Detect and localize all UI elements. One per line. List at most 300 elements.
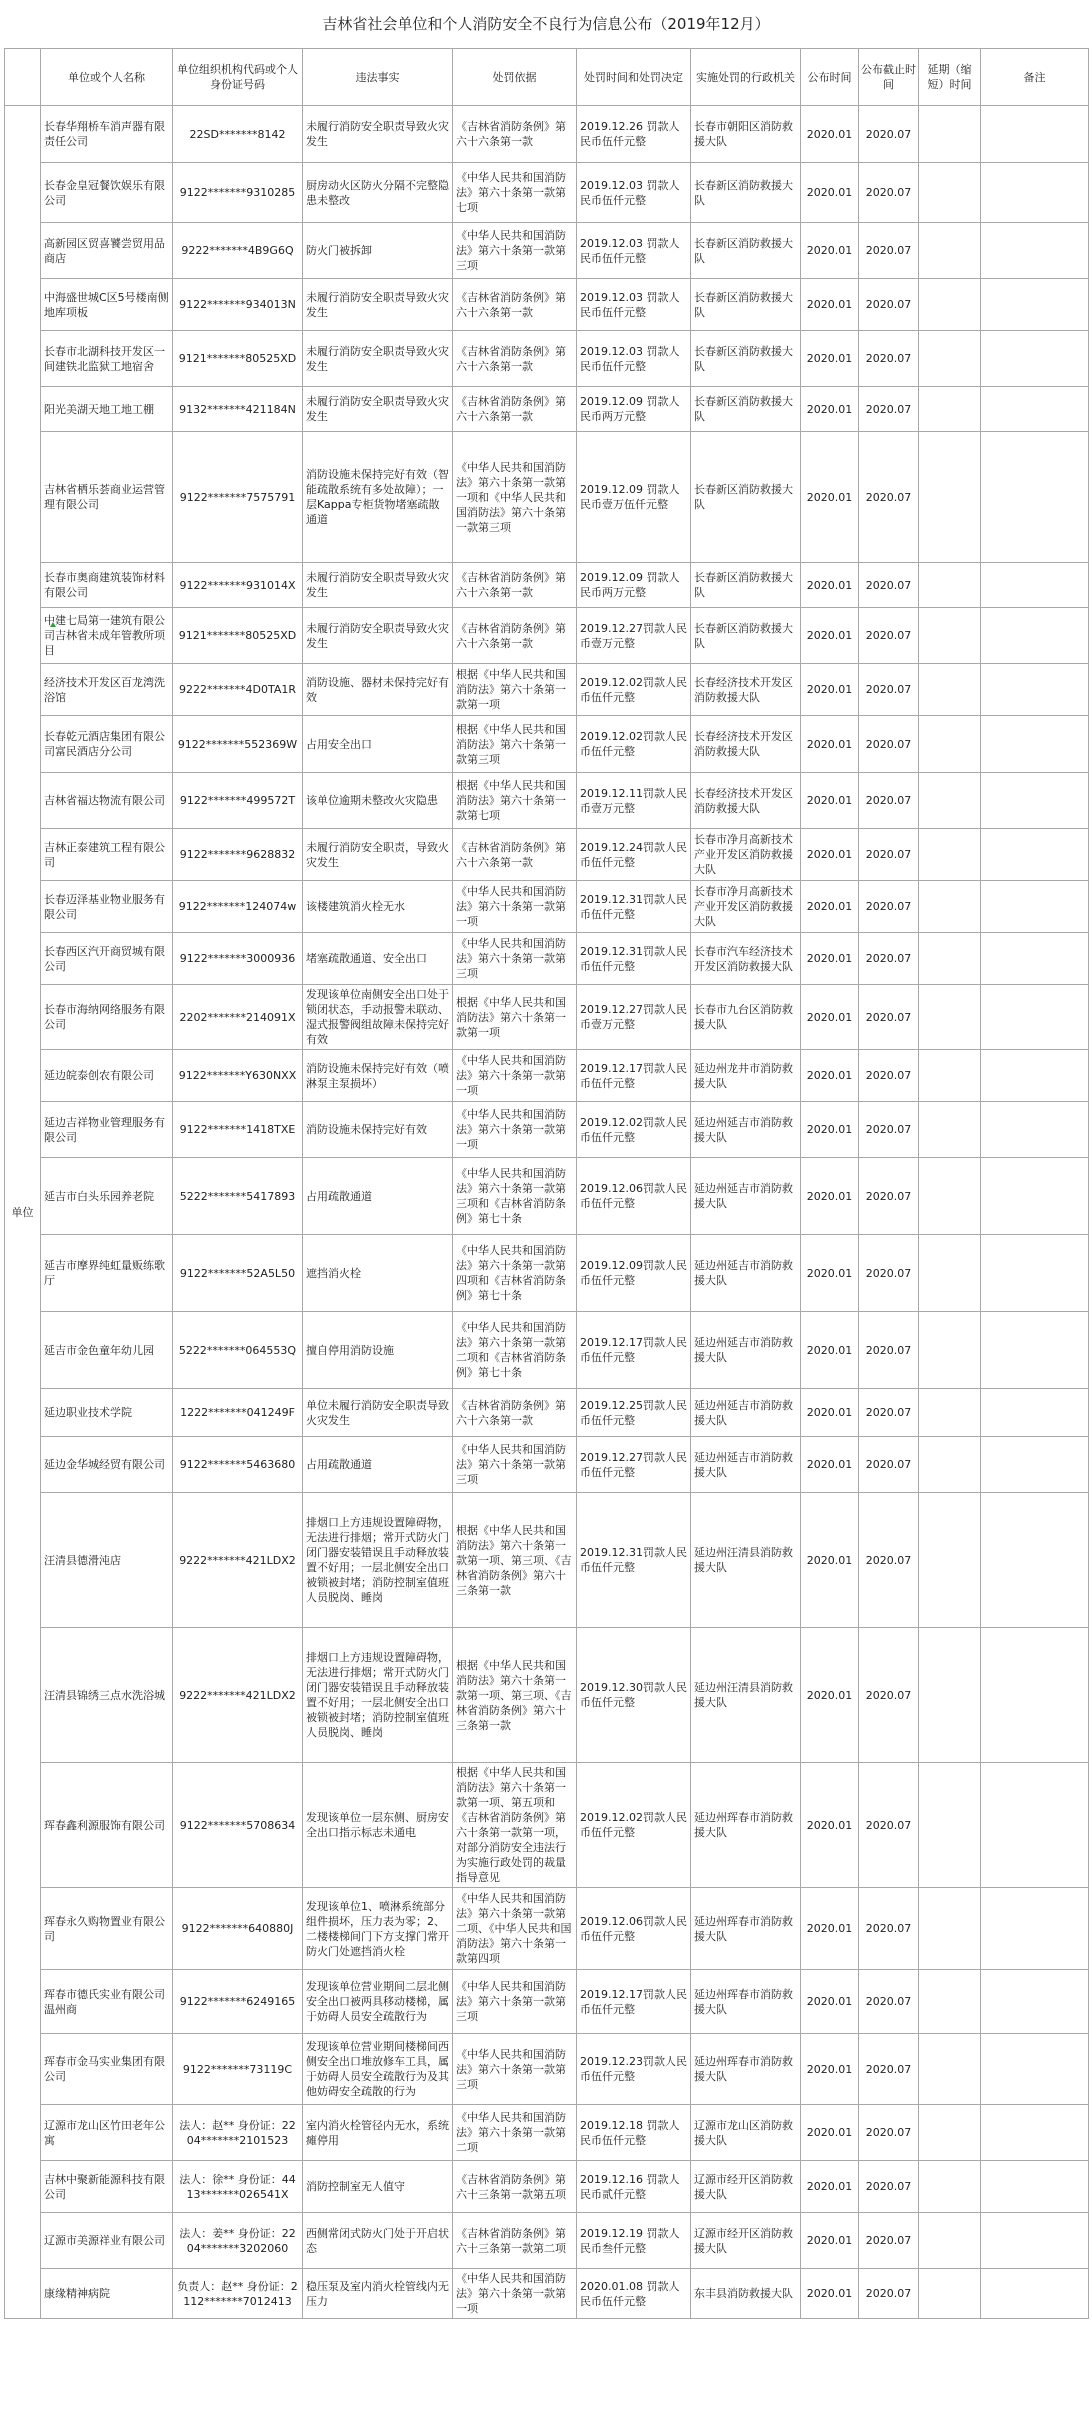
cell-publish-time: 2020.01 (801, 1050, 859, 1102)
cell-category: 单位 (5, 106, 41, 2319)
table-row (5, 1493, 1089, 1628)
cell-code: 22SD*******8142 (173, 106, 303, 163)
cell-note (981, 664, 1089, 716)
cell-note (981, 1312, 1089, 1389)
cell-code: 9121*******80525XD (173, 608, 303, 664)
cell-extension (919, 2161, 981, 2213)
cell-basis: 《中华人民共和国消防法》第六十条第一款第三项和《吉林省消防条例》第七十条 (453, 1158, 577, 1235)
cell-decision: 2019.12.25罚款人民币伍仟元整 (577, 1389, 691, 1437)
cell-note (981, 716, 1089, 773)
cell-extension (919, 881, 981, 933)
cell-code: 9122*******552369W (173, 716, 303, 773)
cell-basis: 根据《中华人民共和国消防法》第六十条第一款第一项、第三项、《吉林省消防条例》第六十三条第一款 (453, 1628, 577, 1763)
cell-end-time: 2020.07 (859, 2034, 919, 2105)
cell-org: 长春新区消防救援大队 (691, 279, 801, 331)
table-row (5, 1312, 1089, 1389)
cell-decision: 2019.12.19 罚款人民币叁仟元整 (577, 2213, 691, 2269)
cell-name: 长春迈泽基业物业服务有限公司 (41, 881, 173, 933)
cell-basis: 根据《中华人民共和国消防法》第六十条第一款第三项 (453, 716, 577, 773)
cell-name: 长春西区汽开商贸城有限公司 (41, 933, 173, 985)
cell-basis: 《中华人民共和国消防法》第六十条第一款第三项 (453, 2034, 577, 2105)
cell-publish-time: 2020.01 (801, 1888, 859, 1970)
cell-fact: 堵塞疏散通道、安全出口 (303, 933, 453, 985)
cell-end-time: 2020.07 (859, 1312, 919, 1389)
cell-org: 长春新区消防救援大队 (691, 223, 801, 279)
cell-end-time: 2020.07 (859, 2269, 919, 2319)
cell-decision: 2019.12.31罚款人民币伍仟元整 (577, 1493, 691, 1628)
cell-fact: 发现该单位1、喷淋系统部分组件损坏，压力表为零；2、二楼楼梯间门下方支撑门常开防火门处遮挡消火栓 (303, 1888, 453, 1970)
cell-fact: 未履行消防安全职责导致火灾发生 (303, 279, 453, 331)
cell-fact: 防火门被拆卸 (303, 223, 453, 279)
cell-code: 9122*******640880J (173, 1888, 303, 1970)
cell-decision: 2019.12.02罚款人民币伍仟元整 (577, 664, 691, 716)
cell-basis: 《中华人民共和国消防法》第六十条第一款第一项 (453, 881, 577, 933)
cell-org: 长春市汽车经济技术开发区消防救援大队 (691, 933, 801, 985)
cell-org: 长春新区消防救援大队 (691, 387, 801, 432)
cell-fact: 占用安全出口 (303, 716, 453, 773)
cell-note (981, 933, 1089, 985)
cell-name: 珲春永久购物置业有限公司 (41, 1888, 173, 1970)
cell-extension (919, 1050, 981, 1102)
header-org: 实施处罚的行政机关 (691, 49, 801, 106)
cell-decision: 2019.12.27罚款人民币壹万元整 (577, 985, 691, 1050)
table-row (5, 106, 1089, 163)
cell-fact: 未履行消防安全职责导致火灾发生 (303, 387, 453, 432)
table-row (5, 163, 1089, 223)
cell-basis: 《吉林省消防条例》第六十六条第一款 (453, 1389, 577, 1437)
cell-fact: 室内消火栓管径内无水，系统瘫停用 (303, 2105, 453, 2161)
cell-code: 法人：赵** 身份证：2204*******2101523 (173, 2105, 303, 2161)
cell-fact: 消防设施未保持完好有效（智能疏散系统有多处故障）；一层Kappa专柜货物堵塞疏散通道 (303, 432, 453, 563)
cell-publish-time: 2020.01 (801, 1628, 859, 1763)
cell-fact: 稳压泵及室内消火栓管线内无压力 (303, 2269, 453, 2319)
cell-publish-time: 2020.01 (801, 1970, 859, 2034)
cell-note (981, 223, 1089, 279)
table-row (5, 432, 1089, 563)
cell-note (981, 1235, 1089, 1312)
cell-end-time: 2020.07 (859, 563, 919, 608)
cell-fact: 未履行消防安全职责导致火灾发生 (303, 563, 453, 608)
cell-fact: 占用疏散通道 (303, 1158, 453, 1235)
cell-decision: 2019.12.03 罚款人民币伍仟元整 (577, 279, 691, 331)
cell-extension (919, 1628, 981, 1763)
cell-org: 延边州珲春市消防救援大队 (691, 1763, 801, 1888)
cell-org: 东丰县消防救援大队 (691, 2269, 801, 2319)
cell-decision: 2019.12.17罚款人民币伍仟元整 (577, 1050, 691, 1102)
table-row (5, 1628, 1089, 1763)
cell-extension (919, 1235, 981, 1312)
cell-end-time: 2020.07 (859, 106, 919, 163)
cell-publish-time: 2020.01 (801, 2161, 859, 2213)
cell-publish-time: 2020.01 (801, 829, 859, 881)
cell-note (981, 1050, 1089, 1102)
cell-extension (919, 223, 981, 279)
cell-decision: 2019.12.03 罚款人民币伍仟元整 (577, 223, 691, 279)
cell-end-time: 2020.07 (859, 1389, 919, 1437)
cell-basis: 《吉林省消防条例》第六十三条第一款第二项 (453, 2213, 577, 2269)
cell-basis: 根据《中华人民共和国消防法》第六十条第一款第一项、第五项和《吉林省消防条例》第六十条第一款第一项，对部分消防安全违法行为实施行政处罚的裁量指导意见 (453, 1763, 577, 1888)
cell-code: 9132*******421184N (173, 387, 303, 432)
cell-end-time: 2020.07 (859, 1493, 919, 1628)
cell-name: 延边职业技术学院 (41, 1389, 173, 1437)
cell-end-time: 2020.07 (859, 664, 919, 716)
cell-publish-time: 2020.01 (801, 1493, 859, 1628)
cell-extension (919, 106, 981, 163)
cell-decision: 2019.12.09 罚款人民币两万元整 (577, 387, 691, 432)
cell-basis: 《吉林省消防条例》第六十六条第一款 (453, 331, 577, 387)
cell-code: 9121*******80525XD (173, 331, 303, 387)
cell-extension (919, 432, 981, 563)
cell-publish-time: 2020.01 (801, 716, 859, 773)
cell-publish-time: 2020.01 (801, 331, 859, 387)
cell-end-time: 2020.07 (859, 2161, 919, 2213)
cell-extension (919, 1389, 981, 1437)
cell-fact: 擅自停用消防设施 (303, 1312, 453, 1389)
cell-decision: 2019.12.02罚款人民币伍仟元整 (577, 1763, 691, 1888)
cell-publish-time: 2020.01 (801, 1763, 859, 1888)
cell-code: 9122*******5463680 (173, 1437, 303, 1493)
cell-decision: 2019.12.03 罚款人民币伍仟元整 (577, 331, 691, 387)
cell-extension (919, 1763, 981, 1888)
cell-publish-time: 2020.01 (801, 1312, 859, 1389)
cell-name: 辽源市美源祥业有限公司 (41, 2213, 173, 2269)
cell-code: 9122*******9310285 (173, 163, 303, 223)
cell-name: 长春市奥商建筑装饰材料有限公司 (41, 563, 173, 608)
cell-note (981, 1437, 1089, 1493)
cell-extension (919, 773, 981, 829)
cell-extension (919, 933, 981, 985)
table-row (5, 1437, 1089, 1493)
cell-decision: 2019.12.06罚款人民币伍仟元整 (577, 1158, 691, 1235)
cell-extension (919, 1888, 981, 1970)
cell-decision: 2019.12.02罚款人民币伍仟元整 (577, 716, 691, 773)
cell-publish-time: 2020.01 (801, 1102, 859, 1158)
cell-name: 延边金华城经贸有限公司 (41, 1437, 173, 1493)
cell-name: 珲春市德氏实业有限公司温州商 (41, 1970, 173, 2034)
cell-code: 9122*******934013N (173, 279, 303, 331)
cell-end-time: 2020.07 (859, 1158, 919, 1235)
cell-name: 康缘精神病院 (41, 2269, 173, 2319)
cell-note (981, 2213, 1089, 2269)
table-row (5, 933, 1089, 985)
cell-fact: 发现该单位南侧安全出口处于锁闭状态，手动报警未联动、湿式报警阀组故障未保持完好有效 (303, 985, 453, 1050)
cell-name: 延吉市白头乐园养老院 (41, 1158, 173, 1235)
cell-code: 9122*******931014X (173, 563, 303, 608)
cell-basis: 根据《中华人民共和国消防法》第六十条第一款第一项 (453, 664, 577, 716)
table-row (5, 563, 1089, 608)
cell-publish-time: 2020.01 (801, 1437, 859, 1493)
cell-name: 吉林省福达物流有限公司 (41, 773, 173, 829)
cell-org: 延边州汪清县消防救援大队 (691, 1628, 801, 1763)
cell-org: 长春新区消防救援大队 (691, 563, 801, 608)
cell-note (981, 1888, 1089, 1970)
cell-end-time: 2020.07 (859, 1970, 919, 2034)
cell-extension (919, 1102, 981, 1158)
cell-fact: 厨房动火区防火分隔不完整隐患未整改 (303, 163, 453, 223)
cell-code: 9222*******421LDX2 (173, 1628, 303, 1763)
cell-basis: 《吉林省消防条例》第六十六条第一款 (453, 608, 577, 664)
cell-note (981, 1628, 1089, 1763)
cell-org: 长春新区消防救援大队 (691, 432, 801, 563)
cell-publish-time: 2020.01 (801, 985, 859, 1050)
cell-extension (919, 563, 981, 608)
cell-publish-time: 2020.01 (801, 664, 859, 716)
cell-basis: 《中华人民共和国消防法》第六十条第一款第一项和《中华人民共和国消防法》第六十条第一款第三项 (453, 432, 577, 563)
cell-code: 9122*******7575791 (173, 432, 303, 563)
cell-end-time: 2020.07 (859, 1437, 919, 1493)
cell-fact: 消防设施未保持完好有效 (303, 1102, 453, 1158)
cell-decision: 2019.12.26 罚款人民币伍仟元整 (577, 106, 691, 163)
table-row (5, 2161, 1089, 2213)
table-row (5, 1235, 1089, 1312)
cell-decision: 2019.12.18 罚款人民币伍仟元整 (577, 2105, 691, 2161)
cell-decision: 2019.12.24罚款人民币伍仟元整 (577, 829, 691, 881)
header-note: 备注 (981, 49, 1089, 106)
cell-decision: 2019.12.23罚款人民币伍仟元整 (577, 2034, 691, 2105)
cell-name: 中海盛世城C区5号楼南侧地库项板 (41, 279, 173, 331)
cell-extension (919, 1437, 981, 1493)
cell-fact: 该楼建筑消火栓无水 (303, 881, 453, 933)
header-end-time: 公布截止时间 (859, 49, 919, 106)
cell-basis: 《中华人民共和国消防法》第六十条第一款第四项和《吉林省消防条例》第七十条 (453, 1235, 577, 1312)
cell-name: 长春金皇冠餐饮娱乐有限公司 (41, 163, 173, 223)
cell-code: 5222*******5417893 (173, 1158, 303, 1235)
header-basis: 处罚依据 (453, 49, 577, 106)
cell-org: 延边州延吉市消防救援大队 (691, 1312, 801, 1389)
cell-publish-time: 2020.01 (801, 387, 859, 432)
cell-org: 延边州延吉市消防救援大队 (691, 1102, 801, 1158)
cell-basis: 《吉林省消防条例》第六十六条第一款 (453, 279, 577, 331)
cell-basis: 《中华人民共和国消防法》第六十条第一款第二项、《中华人民共和国消防法》第六十条第一款第四项 (453, 1888, 577, 1970)
cell-fact: 遮挡消火栓 (303, 1235, 453, 1312)
cell-note (981, 2034, 1089, 2105)
cell-name: 长春乾元酒店集团有限公司富民酒店分公司 (41, 716, 173, 773)
table-row (5, 1970, 1089, 2034)
cell-name: 长春市海纳网络服务有限公司 (41, 985, 173, 1050)
table-row (5, 881, 1089, 933)
table-row (5, 2034, 1089, 2105)
cell-org: 延边州延吉市消防救援大队 (691, 1437, 801, 1493)
table-row (5, 985, 1089, 1050)
cell-publish-time: 2020.01 (801, 223, 859, 279)
cell-org: 辽源市经开区消防救援大队 (691, 2161, 801, 2213)
cell-basis: 《中华人民共和国消防法》第六十条第一款第一项 (453, 1102, 577, 1158)
cell-publish-time: 2020.01 (801, 881, 859, 933)
cell-name: 汪清县德滑沌店 (41, 1493, 173, 1628)
cell-end-time: 2020.07 (859, 1888, 919, 1970)
cell-end-time: 2020.07 (859, 331, 919, 387)
table-header-row (5, 49, 1089, 106)
cell-end-time: 2020.07 (859, 432, 919, 563)
cell-note (981, 1389, 1089, 1437)
cell-publish-time: 2020.01 (801, 1158, 859, 1235)
cell-decision: 2019.12.31罚款人民币伍仟元整 (577, 881, 691, 933)
table-row (5, 1158, 1089, 1235)
table-row (5, 1763, 1089, 1888)
cell-name: 吉林中聚新能源科技有限公司 (41, 2161, 173, 2213)
cell-note (981, 563, 1089, 608)
cell-name: 汪清县锦绣三点水洗浴城 (41, 1628, 173, 1763)
cell-fact: 发现该单位营业期间二层北侧安全出口被两具移动楼梯，属于妨碍人员安全疏散行为 (303, 1970, 453, 2034)
header-name: 单位或个人名称 (41, 49, 173, 106)
cell-note (981, 881, 1089, 933)
cell-publish-time: 2020.01 (801, 2269, 859, 2319)
header-code: 单位组织机构代码或个人身份证号码 (173, 49, 303, 106)
cell-publish-time: 2020.01 (801, 163, 859, 223)
cell-decision: 2019.12.09 罚款人民币壹万伍仟元整 (577, 432, 691, 563)
cell-note (981, 1763, 1089, 1888)
cell-note (981, 773, 1089, 829)
cell-fact: 发现该单位营业期间楼梯间西侧安全出口堆放修车工具，属于妨碍人员安全疏散行为及其他妨碍安全疏散的行为 (303, 2034, 453, 2105)
cell-note (981, 608, 1089, 664)
header-publish-time: 公布时间 (801, 49, 859, 106)
header-category (5, 49, 41, 106)
cell-code: 法人：姜** 身份证：2204*******3202060 (173, 2213, 303, 2269)
cell-basis: 《吉林省消防条例》第六十六条第一款 (453, 387, 577, 432)
cell-decision: 2019.12.02罚款人民币伍仟元整 (577, 1102, 691, 1158)
cell-basis: 《中华人民共和国消防法》第六十条第一款第二项和《吉林省消防条例》第七十条 (453, 1312, 577, 1389)
cell-fact: 未履行消防安全职责，导致火灾发生 (303, 829, 453, 881)
cell-basis: 《吉林省消防条例》第六十六条第一款 (453, 829, 577, 881)
cell-fact: 该单位逾期未整改火灾隐患 (303, 773, 453, 829)
cell-name: 延吉市金色童年幼儿园 (41, 1312, 173, 1389)
cell-basis: 《中华人民共和国消防法》第六十条第一款第二项 (453, 2105, 577, 2161)
penalty-table (4, 48, 1089, 2319)
cell-decision: 2020.01.08 罚款人民币伍仟元整 (577, 2269, 691, 2319)
cell-org: 延边州延吉市消防救援大队 (691, 1158, 801, 1235)
cell-code: 9122*******1418TXE (173, 1102, 303, 1158)
cell-publish-time: 2020.01 (801, 608, 859, 664)
cell-code: 9122*******5708634 (173, 1763, 303, 1888)
cell-code: 9122*******Y630NXX (173, 1050, 303, 1102)
cell-extension (919, 1158, 981, 1235)
cell-name: 珲春市金马实业集团有限公司 (41, 2034, 173, 2105)
cell-org: 延边州汪清县消防救援大队 (691, 1493, 801, 1628)
cell-end-time: 2020.07 (859, 279, 919, 331)
table-row (5, 223, 1089, 279)
cell-code: 9222*******4B9G6Q (173, 223, 303, 279)
cell-decision: 2019.12.16 罚款人民币贰仟元整 (577, 2161, 691, 2213)
cell-fact: 消防设施未保持完好有效（喷淋泵主泵损坏） (303, 1050, 453, 1102)
cell-publish-time: 2020.01 (801, 106, 859, 163)
cell-publish-time: 2020.01 (801, 1235, 859, 1312)
cell-note (981, 2161, 1089, 2213)
cell-basis: 《中华人民共和国消防法》第六十条第一款第三项 (453, 223, 577, 279)
cell-basis: 《吉林省消防条例》第六十六条第一款 (453, 106, 577, 163)
cell-decision: 2019.12.17罚款人民币伍仟元整 (577, 1970, 691, 2034)
cell-fact: 消防控制室无人值守 (303, 2161, 453, 2213)
cell-decision: 2019.12.03 罚款人民币伍仟元整 (577, 163, 691, 223)
cell-end-time: 2020.07 (859, 881, 919, 933)
table-row (5, 2105, 1089, 2161)
cell-note (981, 163, 1089, 223)
cell-extension (919, 163, 981, 223)
cell-end-time: 2020.07 (859, 1235, 919, 1312)
cell-org: 延边州珲春市消防救援大队 (691, 1970, 801, 2034)
cell-extension (919, 985, 981, 1050)
cell-end-time: 2020.07 (859, 2213, 919, 2269)
cell-end-time: 2020.07 (859, 933, 919, 985)
cell-end-time: 2020.07 (859, 716, 919, 773)
cell-name: 阳光美湖天地工地工棚 (41, 387, 173, 432)
cell-name: 吉林省栖乐荟商业运营管理有限公司 (41, 432, 173, 563)
cell-code: 9122*******124074w (173, 881, 303, 933)
cell-fact: 排烟口上方违规设置障碍物，无法进行排烟；常开式防火门闭门器安装错误且手动释放装置不好用；一层北侧安全出口被锁被封堵；消防控制室值班人员脱岗、睡岗 (303, 1628, 453, 1763)
cell-basis: 《中华人民共和国消防法》第六十条第一款第一项 (453, 2269, 577, 2319)
cell-publish-time: 2020.01 (801, 773, 859, 829)
cell-decision: 2019.12.31罚款人民币伍仟元整 (577, 933, 691, 985)
cell-org: 长春市净月高新技术产业开发区消防救援大队 (691, 829, 801, 881)
table-row (5, 279, 1089, 331)
cell-extension (919, 664, 981, 716)
cell-basis: 《中华人民共和国消防法》第六十条第一款第七项 (453, 163, 577, 223)
cell-name: 珲春鑫利源服饰有限公司 (41, 1763, 173, 1888)
cell-code: 9122*******52A5L50 (173, 1235, 303, 1312)
cell-extension (919, 1493, 981, 1628)
table-row (5, 608, 1089, 664)
cell-extension (919, 2105, 981, 2161)
cell-name: 吉林正泰建筑工程有限公司 (41, 829, 173, 881)
table-row (5, 1102, 1089, 1158)
cell-org: 延边州延吉市消防救援大队 (691, 1389, 801, 1437)
table-row (5, 2213, 1089, 2269)
cell-name: 长春华翔桥车消声器有限责任公司 (41, 106, 173, 163)
table-row (5, 387, 1089, 432)
cell-fact: 排烟口上方违规设置障碍物，无法进行排烟；常开式防火门闭门器安装错误且手动释放装置不好用；一层北侧安全出口被锁被封堵；消防控制室值班人员脱岗、睡岗 (303, 1493, 453, 1628)
cell-extension (919, 387, 981, 432)
cell-org: 长春市朝阳区消防救援大队 (691, 106, 801, 163)
header-decision: 处罚时间和处罚决定 (577, 49, 691, 106)
cell-org: 长春新区消防救援大队 (691, 163, 801, 223)
cell-end-time: 2020.07 (859, 223, 919, 279)
cell-fact: 西侧常闭式防火门处于开启状态 (303, 2213, 453, 2269)
cell-basis: 《中华人民共和国消防法》第六十条第一款第三项 (453, 1437, 577, 1493)
cell-fact: 未履行消防安全职责导致火灾发生 (303, 608, 453, 664)
cell-end-time: 2020.07 (859, 1628, 919, 1763)
cell-end-time: 2020.07 (859, 608, 919, 664)
cell-note (981, 2269, 1089, 2319)
cell-fact: 未履行消防安全职责导致火灾发生 (303, 331, 453, 387)
cell-note (981, 1158, 1089, 1235)
cell-org: 辽源市经开区消防救援大队 (691, 2213, 801, 2269)
cell-org: 长春市净月高新技术产业开发区消防救援大队 (691, 881, 801, 933)
cell-extension (919, 608, 981, 664)
cell-org: 长春经济技术开发区消防救援大队 (691, 773, 801, 829)
cell-end-time: 2020.07 (859, 163, 919, 223)
cell-code: 9122*******73119C (173, 2034, 303, 2105)
cell-decision: 2019.12.27罚款人民币壹万元整 (577, 608, 691, 664)
cell-org: 长春经济技术开发区消防救援大队 (691, 716, 801, 773)
cell-publish-time: 2020.01 (801, 279, 859, 331)
cell-end-time: 2020.07 (859, 2105, 919, 2161)
cell-note (981, 279, 1089, 331)
cell-publish-time: 2020.01 (801, 563, 859, 608)
cell-code: 法人：徐** 身份证：4413*******026541X (173, 2161, 303, 2213)
cell-note (981, 106, 1089, 163)
table-body (5, 106, 1089, 2319)
cell-name: 辽源市龙山区竹田老年公寓 (41, 2105, 173, 2161)
cell-code: 9122*******6249165 (173, 1970, 303, 2034)
cell-extension (919, 1312, 981, 1389)
cell-basis: 根据《中华人民共和国消防法》第六十条第一款第一项 (453, 985, 577, 1050)
cell-decision: 2019.12.17罚款人民币伍仟元整 (577, 1312, 691, 1389)
cell-note (981, 2105, 1089, 2161)
cell-name: 经济技术开发区百龙湾洗浴馆 (41, 664, 173, 716)
table-row (5, 773, 1089, 829)
cell-end-time: 2020.07 (859, 985, 919, 1050)
cell-end-time: 2020.07 (859, 1050, 919, 1102)
cell-note (981, 1102, 1089, 1158)
